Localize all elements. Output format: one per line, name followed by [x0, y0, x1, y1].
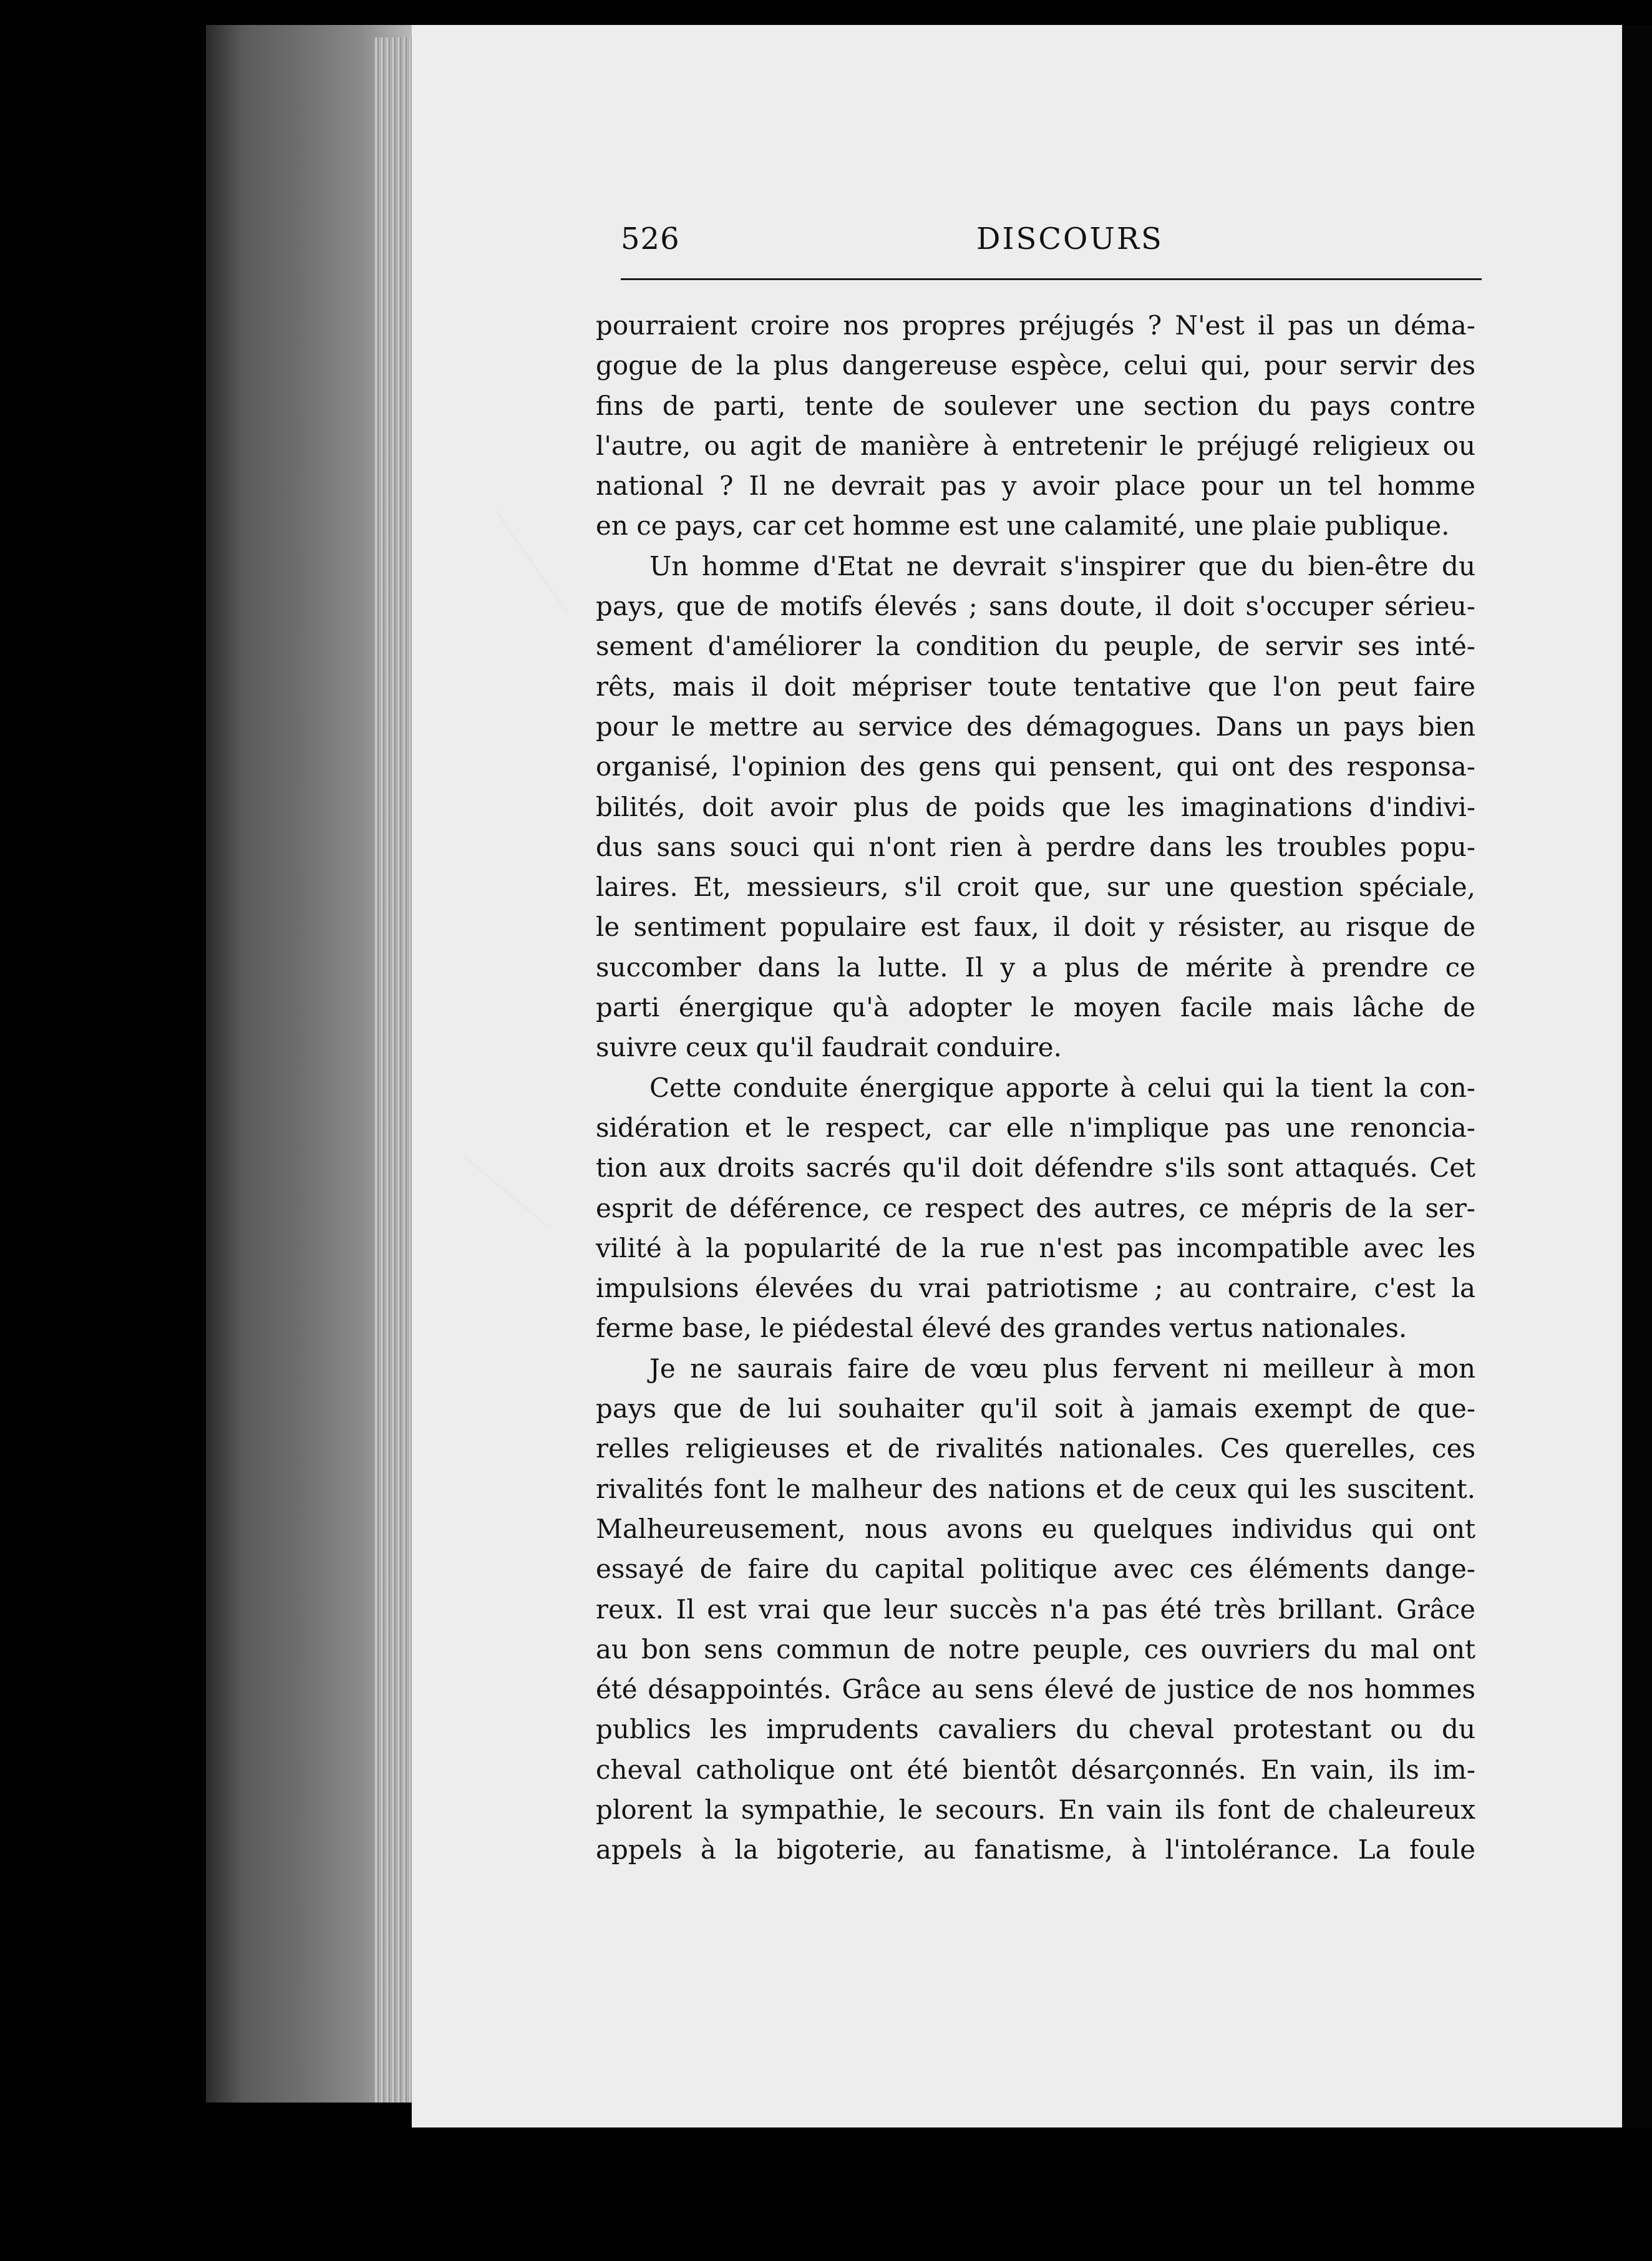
text-line: plorent la sympathie, le secours. En vain ils font de chaleureux [596, 1794, 1475, 1825]
text-line: appels à la bigoterie, au fanatisme, à l'intolérance. La foule [596, 1834, 1475, 1865]
text-line: relles religieuses et de rivalités nationales. Ces querelles, ces [596, 1433, 1475, 1464]
scan-scratch [495, 510, 568, 613]
text-line: esprit de déférence, ce respect des autres, ce mépris de la ser- [596, 1192, 1475, 1223]
text-line: organisé, l'opinion des gens qui pensent, qui ont des responsa- [596, 751, 1475, 782]
text-line: laires. Et, messieurs, s'il croit que, sur une question spéciale, [596, 872, 1475, 903]
text-line: rêts, mais il doit mépriser toute tentative que l'on peut faire [596, 671, 1475, 702]
text-line: en ce pays, car cet homme est une calamité, une plaie publique. [596, 510, 1450, 542]
text-line: sidération et le respect, car elle n'implique pas une renoncia- [596, 1112, 1475, 1143]
text-line: été désappointés. Grâce au sens élevé de justice de nos hommes [596, 1674, 1475, 1705]
text-line: succomber dans la lutte. Il y a plus de mérite à prendre ce [596, 951, 1475, 983]
paragraph [596, 1349, 1475, 1870]
text-line: pays que de lui souhaiter qu'il soit à jamais exempt de que- [596, 1393, 1475, 1424]
text-line: fins de parti, tente de soulever une section du pays contre [596, 390, 1475, 421]
text-line: Cette conduite énergique apporte à celui qui la tient la con- [649, 1072, 1475, 1103]
page-number: 526 [621, 221, 680, 256]
body-text [596, 306, 1475, 1870]
text-line: impulsions élevées du vrai patriotisme ; au contraire, c'est la [596, 1273, 1475, 1304]
text-line: publics les imprudents cavaliers du cheval protestant ou du [596, 1714, 1475, 1745]
paragraph [596, 306, 1475, 547]
text-line: dus sans souci qui n'ont rien à perdre dans les troubles popu- [596, 831, 1475, 862]
paragraph [596, 547, 1475, 1068]
text-line: Un homme d'Etat ne devrait s'inspirer que du bien-être du [649, 550, 1475, 581]
text-line: le sentiment populaire est faux, il doit y résister, au risque de [596, 912, 1475, 943]
text-line: Je ne saurais faire de vœu plus fervent ni meilleur à mon [649, 1353, 1475, 1384]
running-title: DISCOURS [976, 221, 1164, 256]
text-line: Malheureusement, nous avons eu quelques individus qui ont [596, 1513, 1475, 1544]
text-line: sement d'améliorer la condition du peuple, de servir ses inté- [596, 631, 1475, 662]
text-line: essayé de faire du capital politique avec ces éléments dange- [596, 1554, 1475, 1585]
scan-border [1622, 25, 1652, 2127]
scan-scratch [463, 1155, 550, 1228]
text-line: national ? Il ne devrait pas y avoir place pour un tel homme [596, 470, 1475, 502]
text-line: pour le mettre au service des démagogues. Dans un pays bien [596, 711, 1475, 742]
text-line: l'autre, ou agit de manière à entretenir le préjugé religieux ou [596, 430, 1475, 461]
text-line: suivre ceux qu'il faudrait conduire. [596, 1032, 1062, 1063]
text-line: bilités, doit avoir plus de poids que les imaginations d'indivi- [596, 791, 1475, 822]
text-line: tion aux droits sacrés qu'il doit défendre s'ils sont attaqués. Cet [596, 1152, 1475, 1184]
text-line: ferme base, le piédestal élevé des grandes vertus nationales. [596, 1313, 1407, 1344]
text-line: vilité à la popularité de la rue n'est pas incompatible avec les [596, 1232, 1475, 1263]
running-header [621, 221, 1482, 265]
text-line: reux. Il est vrai que leur succès n'a pas été très brillant. Grâce [596, 1593, 1475, 1625]
text-line: au bon sens commun de notre peuple, ces ouvriers du mal ont [596, 1633, 1475, 1665]
header-rule [621, 278, 1482, 280]
text-line: rivalités font le malheur des nations et de ceux qui les suscitent. [596, 1473, 1475, 1504]
text-line: pourraient croire nos propres préjugés ? N'est il pas un déma- [596, 310, 1475, 341]
text-line: gogue de la plus dangereuse espèce, celui qui, pour servir des [596, 350, 1475, 381]
text-line: cheval catholique ont été bientôt désarçonnés. En vain, ils im- [596, 1754, 1475, 1785]
text-line: parti énergique qu'à adopter le moyen facile mais lâche de [596, 992, 1475, 1023]
text-line: pays, que de motifs élevés ; sans doute, il doit s'occuper sérieu- [596, 591, 1475, 622]
paragraph [596, 1068, 1475, 1349]
